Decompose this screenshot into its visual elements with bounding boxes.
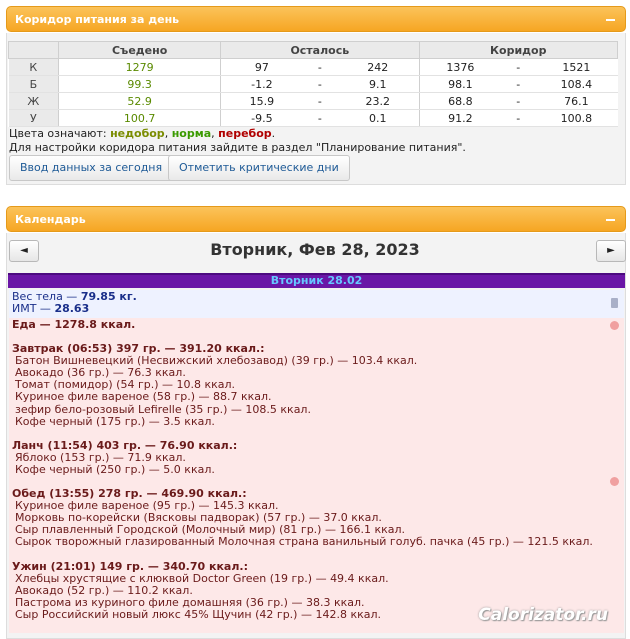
meal-item: Батон Вишневецкий (Несвижский хлебозавод) (39 гр.) — 103.4 ккал. [15, 354, 418, 368]
corridor-max: 76.1 [535, 93, 617, 110]
meal-block [12, 440, 621, 476]
remaining-min: 15.9 [221, 93, 303, 110]
meal-title[interactable]: Обед (13:55) 278 гр. — 469.90 ккал.: [12, 487, 247, 501]
meal-block [12, 488, 621, 548]
dash: - [303, 59, 337, 76]
corridor-header: Коридор [419, 42, 617, 59]
legend-sep: , [211, 127, 219, 140]
corridor-table [8, 41, 618, 127]
meal-title[interactable]: Ужин (21:01) 149 гр. — 340.70 ккал.: [12, 559, 248, 573]
watermark-logo: Calorizator.ru [478, 605, 608, 625]
meal-item: Авокадо (52 гр.) — 110.2 ккал. [15, 583, 193, 597]
eaten-value: 1279 [59, 59, 221, 76]
corridor-min: 68.8 [419, 93, 501, 110]
critical-days-button[interactable]: Отметить критические дни [168, 155, 350, 181]
meals-list [12, 343, 621, 621]
meal-item: Кофе черный (175 гр.) — 3.5 ккал. [15, 414, 215, 428]
meal-item: Хлебцы хрустящие с клюквой Doctor Green (19 гр.) — 49.4 ккал. [15, 571, 389, 585]
row-label: У [9, 110, 59, 127]
dash: - [303, 93, 337, 110]
legend-end: . [271, 127, 276, 140]
meal-title[interactable]: Ланч (11:54) 403 гр. — 76.90 ккал.: [12, 438, 238, 452]
remaining-min: -9.5 [221, 110, 303, 127]
dash: - [501, 110, 535, 127]
legend-under: недобор [110, 127, 165, 140]
legend-sep: , [164, 127, 172, 140]
row-label: Б [9, 76, 59, 93]
color-legend [9, 127, 275, 140]
meal-item: Кофе черный (250 гр.) — 5.0 ккал. [15, 462, 215, 476]
day-bar[interactable]: Вторник 28.02 [8, 273, 625, 288]
weight-line [12, 291, 621, 303]
dash: - [303, 110, 337, 127]
date-title: Вторник, Фев 28, 2023 [210, 240, 420, 259]
trash-icon[interactable] [611, 298, 618, 308]
corridor-row [9, 93, 618, 110]
bmi-label: ИМТ — [12, 302, 55, 315]
corridor-max: 100.8 [535, 110, 617, 127]
eaten-header: Съедено [59, 42, 221, 59]
minimize-icon[interactable] [606, 19, 615, 21]
corridor-min: 91.2 [419, 110, 501, 127]
weight-box [9, 290, 624, 318]
bmi-line [12, 303, 621, 315]
corridor-panel-title: Коридор питания за день [15, 13, 180, 26]
corridor-max: 1521 [535, 59, 617, 76]
legend-norm: норма [171, 127, 212, 140]
eaten-value: 99.3 [59, 76, 221, 93]
meal-item: Сыр плавленный Городской (Молочный мир) (81 гр.) — 166.1 ккал. [15, 523, 406, 537]
next-day-button[interactable]: ► [596, 240, 626, 262]
remaining-header: Осталось [221, 42, 419, 59]
apple-icon[interactable] [610, 477, 619, 486]
weight-label: Вес тела — [12, 290, 81, 303]
enter-today-button[interactable]: Ввод данных за сегодня [9, 155, 173, 181]
minimize-icon[interactable] [606, 219, 615, 221]
eaten-value: 52.9 [59, 93, 221, 110]
apple-icon[interactable] [610, 321, 619, 330]
meal-block [12, 343, 621, 428]
corridor-row [9, 59, 618, 76]
remaining-min: 97 [221, 59, 303, 76]
corridor-max: 108.4 [535, 76, 617, 93]
prev-day-button[interactable]: ◄ [9, 240, 39, 262]
corridor-row [9, 76, 618, 93]
eaten-value: 100.7 [59, 110, 221, 127]
meal-item: зефир бело-розовый Lefirelle (35 гр.) — 108.5 ккал. [15, 402, 311, 416]
remaining-max: 23.2 [337, 93, 419, 110]
corner-header [9, 42, 59, 59]
legend-over: перебор [218, 127, 272, 140]
dash: - [501, 93, 535, 110]
remaining-max: 242 [337, 59, 419, 76]
meal-item: Куриное филе вареное (58 гр.) — 88.7 ккал. [15, 390, 272, 404]
dash: - [303, 76, 337, 93]
row-label: Ж [9, 93, 59, 110]
food-total: Еда — 1278.8 ккал. [12, 318, 136, 331]
meal-item: Морковь по-корейски (Вясковы падворак) (57 гр.) — 37.0 ккал. [15, 511, 382, 525]
corridor-min: 98.1 [419, 76, 501, 93]
corridor-row [9, 110, 618, 127]
meal-item: Авокадо (36 гр.) — 76.3 ккал. [15, 366, 186, 380]
meal-title[interactable]: Завтрак (06:53) 397 гр. — 391.20 ккал.: [12, 342, 265, 356]
corridor-hint: Для настройки коридора питания зайдите в раздел "Планирование питания". [9, 141, 466, 154]
bmi-value: 28.63 [54, 302, 90, 315]
food-box [9, 318, 624, 633]
corridor-min: 1376 [419, 59, 501, 76]
calendar-panel-header[interactable] [6, 206, 626, 232]
remaining-min: -1.2 [221, 76, 303, 93]
calendar-panel-title: Календарь [15, 213, 86, 226]
meal-item: Томат (помидор) (54 гр.) — 10.8 ккал. [15, 378, 236, 392]
remaining-max: 9.1 [337, 76, 419, 93]
weight-value: 79.85 кг. [80, 290, 137, 303]
remaining-max: 0.1 [337, 110, 419, 127]
row-label: К [9, 59, 59, 76]
meal-item: Куриное филе вареное (95 гр.) — 145.3 ккал. [15, 499, 279, 513]
dash: - [501, 59, 535, 76]
corridor-panel-header[interactable] [6, 6, 626, 32]
legend-prefix: Цвета означают: [9, 127, 111, 140]
dash: - [501, 76, 535, 93]
meal-item: Яблоко (153 гр.) — 71.9 ккал. [15, 450, 186, 464]
meal-item: Пастрома из куриного филе домашняя (36 гр.) — 38.3 ккал. [15, 595, 365, 609]
meal-item: Сырок творожный глазированный Молочная страна ванильный голуб. пачка (45 гр.) — 121.5 ккал. [15, 535, 593, 549]
meal-item: Сыр Российский новый люкс 45% Щучин (42 гр.) — 142.8 ккал. [15, 607, 381, 621]
